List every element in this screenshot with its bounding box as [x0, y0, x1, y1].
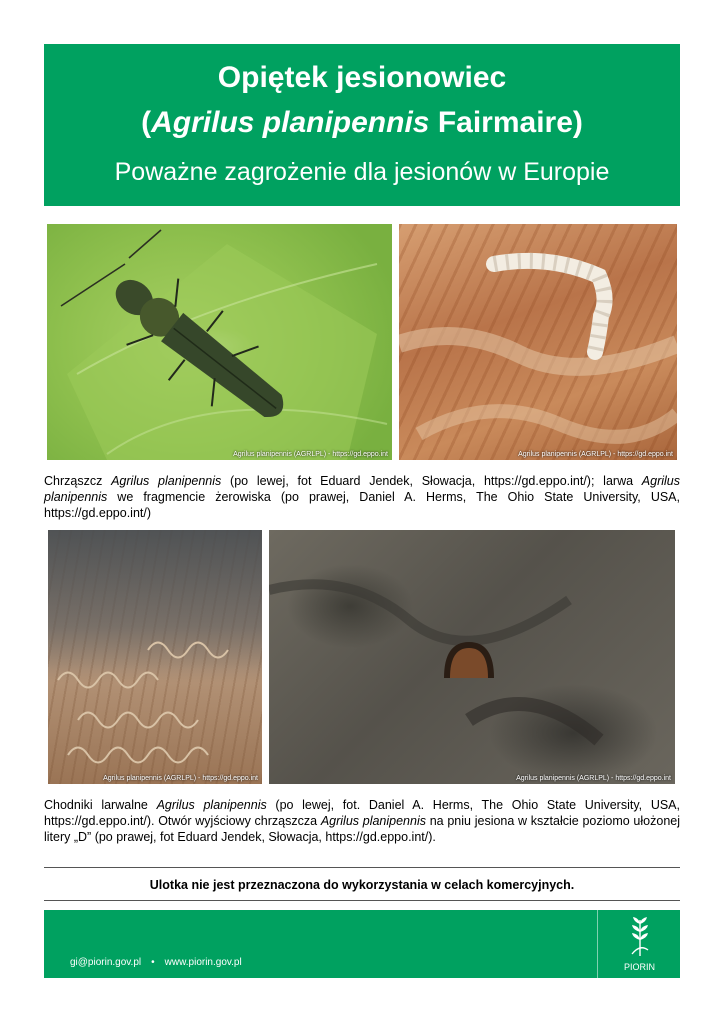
divider-top: [44, 867, 680, 868]
photo-larval-galleries: [48, 530, 262, 784]
caption-text: (po lewej, fot Eduard Jendek, Słowacja, https://gd.eppo.int/); larwa: [221, 474, 642, 488]
photo-credit: Agrilus planipennis (AGRLPL) - https://gd.eppo.int: [518, 451, 673, 458]
photo-adult-beetle: [47, 224, 392, 460]
caption-bottom-photos: [44, 797, 680, 845]
caption-latin: Agrilus planipennis: [111, 474, 222, 488]
title-latin-name: Agrilus planipennis: [151, 106, 430, 139]
caption-latin: Agrilus planipennis: [156, 798, 267, 812]
website-link[interactable]: www.piorin.gov.pl: [164, 957, 242, 968]
logo-label: PIORIN: [623, 962, 655, 972]
non-commercial-notice: Ulotka nie jest przeznaczona do wykorzystania w celach komercyjnych.: [149, 878, 575, 892]
footer-banner: [44, 910, 680, 978]
caption-latin: Agrilus planipennis: [320, 814, 426, 828]
caption-text: Chrząszcz: [44, 474, 112, 488]
photo-credit: Agrilus planipennis (AGRLPL) - https://gd.eppo.int: [103, 775, 258, 782]
caption-text: Chodniki larwalne: [44, 798, 157, 812]
caption-top-photos: [44, 473, 680, 521]
photo-larva: [399, 224, 677, 460]
email-link[interactable]: gi@piorin.gov.pl: [70, 957, 142, 968]
photo-credit: Agrilus planipennis (AGRLPL) - https://gd.eppo.int: [516, 775, 671, 782]
caption-text: (po lewej, fot. Daniel A. Herms, The Ohio State University, USA, https://gd.eppo.int/). Otwór wyjściowy chrząszcza: [44, 798, 680, 828]
exit-hole-illustration: [269, 530, 675, 784]
page-title: Opiętek jesionowiec: [217, 61, 507, 94]
caption-latin: Agrilus planipennis: [44, 474, 681, 504]
wheat-emblem-icon: [598, 910, 681, 962]
title-author: Fairmaire): [429, 106, 583, 139]
page-title-latin: [44, 105, 680, 141]
header-banner: [44, 44, 680, 206]
larva-illustration: [399, 224, 677, 460]
beetle-illustration: [47, 224, 392, 460]
contact-line: [70, 957, 242, 968]
page-subtitle: Poważne zagrożenie dla jesionów w Europie: [114, 158, 610, 186]
galleries-illustration: [48, 530, 262, 784]
separator-dot: •: [151, 957, 155, 968]
caption-text: na pniu jesiona w kształcie poziomo ułożonej litery „D” (po prawej, fot Eduard Jendek, Słowacja, https://gd.eppo.int/).: [44, 814, 680, 844]
divider-bottom: [44, 900, 680, 901]
piorin-logo: [597, 910, 681, 978]
title-open-paren: (: [141, 106, 152, 139]
caption-text: we fragmencie żerowiska (po prawej, Daniel A. Herms, The Ohio State University, USA, https://gd.eppo.int/): [44, 490, 680, 520]
photo-credit: Agrilus planipennis (AGRLPL) - https://gd.eppo.int: [233, 451, 388, 458]
photo-exit-hole: [269, 530, 675, 784]
